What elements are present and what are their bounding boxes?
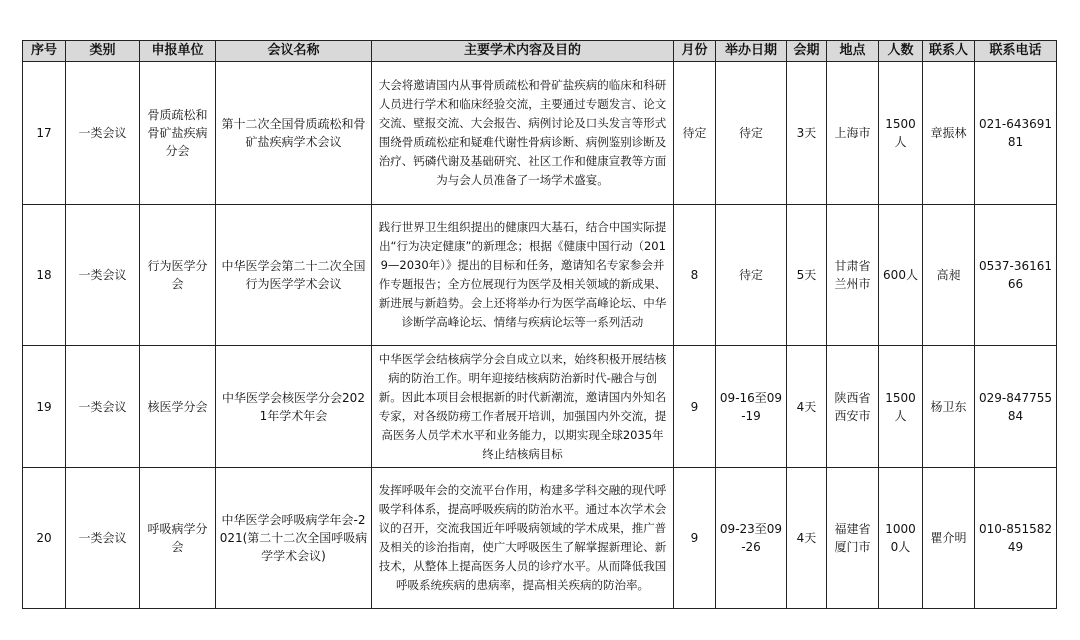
cell-attendees: 1500人: [879, 62, 923, 205]
cell-category: 一类会议: [66, 205, 140, 346]
header-duration: 会期: [787, 41, 827, 62]
header-location: 地点: [827, 41, 879, 62]
cell-attendees: 1500人: [879, 346, 923, 468]
cell-content: 践行世界卫生组织提出的健康四大基石，结合中国实际提出“行为决定健康”的新理念；根据《健康中国行动（2019—2030年）》提出的目标和任务，邀请知名专家参会并作专题报告；全方位展现行为医学及相关领域的新成果、新进展与新趋势。会上还将举办行为医学高峰论坛、中华诊断学高峰论坛、情绪与疾病论坛等一系列活动: [372, 205, 674, 346]
cell-contact: 章振林: [923, 62, 975, 205]
cell-name: 中华医学会呼吸病学年会-2021(第二十二次全国呼吸病学学术会议): [216, 468, 372, 609]
header-unit: 申报单位: [140, 41, 216, 62]
cell-phone: 0537-3616166: [975, 205, 1057, 346]
cell-phone: 021-64369181: [975, 62, 1057, 205]
cell-duration: 4天: [787, 346, 827, 468]
conference-table-container: [22, 40, 1056, 609]
cell-category: 一类会议: [66, 468, 140, 609]
cell-phone: 029-84775584: [975, 346, 1057, 468]
cell-contact: 高昶: [923, 205, 975, 346]
cell-location: 陕西省西安市: [827, 346, 879, 468]
cell-date: 待定: [716, 205, 787, 346]
header-row: [23, 41, 1057, 62]
cell-unit: 行为医学分会: [140, 205, 216, 346]
header-phone: 联系电话: [975, 41, 1057, 62]
cell-duration: 5天: [787, 205, 827, 346]
cell-duration: 3天: [787, 62, 827, 205]
cell-name: 中华医学会核医学分会2021年学术年会: [216, 346, 372, 468]
header-contact: 联系人: [923, 41, 975, 62]
cell-no: 19: [23, 346, 66, 468]
header-date: 举办日期: [716, 41, 787, 62]
header-month: 月份: [674, 41, 716, 62]
table-row: [23, 468, 1057, 609]
cell-name: 中华医学会第二十二次全国行为医学学术会议: [216, 205, 372, 346]
cell-content: 发挥呼吸年会的交流平台作用，构建多学科交融的现代呼吸学科体系，提高呼吸疾病的防治水平。通过本次学术会议的召开，交流我国近年呼吸病领域的学术成果，推广普及相关的诊治指南，使广大呼吸医生了解掌握新理论、新技术，从整体上提高医务人员的诊疗水平。从而降低我国呼吸系统疾病的患病率，提高相关疾病的防治率。: [372, 468, 674, 609]
cell-month: 9: [674, 346, 716, 468]
cell-unit: 呼吸病学分会: [140, 468, 216, 609]
table-row: [23, 205, 1057, 346]
cell-date: 09-16至09-19: [716, 346, 787, 468]
cell-attendees: 600人: [879, 205, 923, 346]
cell-contact: 杨卫东: [923, 346, 975, 468]
cell-unit: 核医学分会: [140, 346, 216, 468]
header-attendees: 人数: [879, 41, 923, 62]
cell-date: 待定: [716, 62, 787, 205]
cell-location: 甘肃省兰州市: [827, 205, 879, 346]
cell-no: 17: [23, 62, 66, 205]
header-category: 类别: [66, 41, 140, 62]
header-content: 主要学术内容及目的: [372, 41, 674, 62]
cell-month: 9: [674, 468, 716, 609]
cell-month: 8: [674, 205, 716, 346]
cell-contact: 瞿介明: [923, 468, 975, 609]
cell-phone: 010-85158249: [975, 468, 1057, 609]
cell-location: 上海市: [827, 62, 879, 205]
table-row: [23, 62, 1057, 205]
cell-category: 一类会议: [66, 62, 140, 205]
cell-no: 20: [23, 468, 66, 609]
cell-date: 09-23至09-26: [716, 468, 787, 609]
cell-duration: 4天: [787, 468, 827, 609]
table-row: [23, 346, 1057, 468]
cell-category: 一类会议: [66, 346, 140, 468]
cell-content: 中华医学会结核病学分会自成立以来，始终积极开展结核病的防治工作。明年迎接结核病防治新时代-融合与创新。因此本项目会根据新的时代新潮流，邀请国内外知名专家，对各级防痨工作者展开培训，加强国内外交流，提高医务人员学术水平和业务能力，以期实现全球2035年终止结核病目标: [372, 346, 674, 468]
cell-month: 待定: [674, 62, 716, 205]
cell-unit: 骨质疏松和骨矿盐疾病分会: [140, 62, 216, 205]
cell-content: 大会将邀请国内从事骨质疏松和骨矿盐疾病的临床和科研人员进行学术和临床经验交流，主要通过专题发言、论文交流、壁报交流、大会报告、病例讨论及口头发言等形式围绕骨质疏松症和疑难代谢性骨病诊断、病例鉴别诊断及治疗、钙磷代谢及基础研究、社区工作和健康宣教等方面为与会人员准备了一场学术盛宴。: [372, 62, 674, 205]
cell-location: 福建省厦门市: [827, 468, 879, 609]
conference-table: [22, 40, 1057, 609]
header-no: 序号: [23, 41, 66, 62]
header-name: 会议名称: [216, 41, 372, 62]
cell-attendees: 10000人: [879, 468, 923, 609]
cell-no: 18: [23, 205, 66, 346]
cell-name: 第十二次全国骨质疏松和骨矿盐疾病学术会议: [216, 62, 372, 205]
